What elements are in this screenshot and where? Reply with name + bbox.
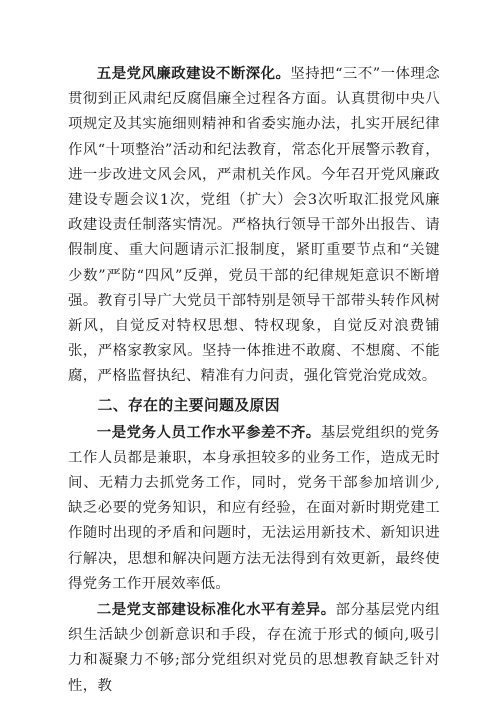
paragraph-lead: 五是党风廉政建设不断深化。	[96, 66, 291, 82]
paragraph-party-conduct	[68, 62, 440, 390]
paragraph-lead: 一是党务人员工作水平参差不齐。	[96, 424, 321, 441]
paragraph-issue-1	[68, 421, 440, 597]
paragraph-body: 坚持把“三不”一体理念贯彻到正风肃纪反腐倡廉全过程各方面。认真贯彻中央八项规定及其实施细则精神和省委实施办法，扎实开展纪律作风“十项整治”活动和纪法教育，常态化开展警示教育，进一步改进文风会风，严肃机关作风。今年召开党风廉政建设专题会议1次，党组（扩大）会3次听取汇报党风廉政建设责任制落实情况。严格执行领导干部外出报告、请假制度、重大问题请示汇报制度，紧盯重要节点和“关键少数”严防“四风”反弹，党员干部的纪律规矩意识不断增强。教育引导广大党员干部特别是领导干部带头转作风树新风，自觉反对特权思想、特权现象，自觉反对浪费铺张，严格家教家风。坚持一体推进不敢腐、不想腐、不能腐，严格监督执纪、精准有力问责，强化管党治党成效。	[68, 66, 440, 385]
paragraph-body: 部分基层党内组织生活缺少创新意识和手段，存在流于形式的倾向,吸引力和凝聚力不够;部分党组织对党员的思想教育缺乏针对性，教	[68, 602, 440, 694]
paragraph-lead: 二是党支部建设标准化水平有差异。	[96, 602, 336, 619]
paragraph-body: 基层党组织的党务工作人员都是兼职，本身承担较多的业务工作，造成无时间、无精力去抓党务工作，同时，党务干部参加培训少,缺乏必要的党务知识，和应有经验，在面对新时期党建工作随时出现的矛盾和问题时，无法运用新技术、新知识进行解决，思想和解决问题方法无法得到有效更新，最终使得党务工作开展效率低。	[68, 424, 440, 592]
section-heading: 二、存在的主要问题及原因	[97, 396, 280, 414]
paragraph-issue-2	[68, 598, 440, 699]
